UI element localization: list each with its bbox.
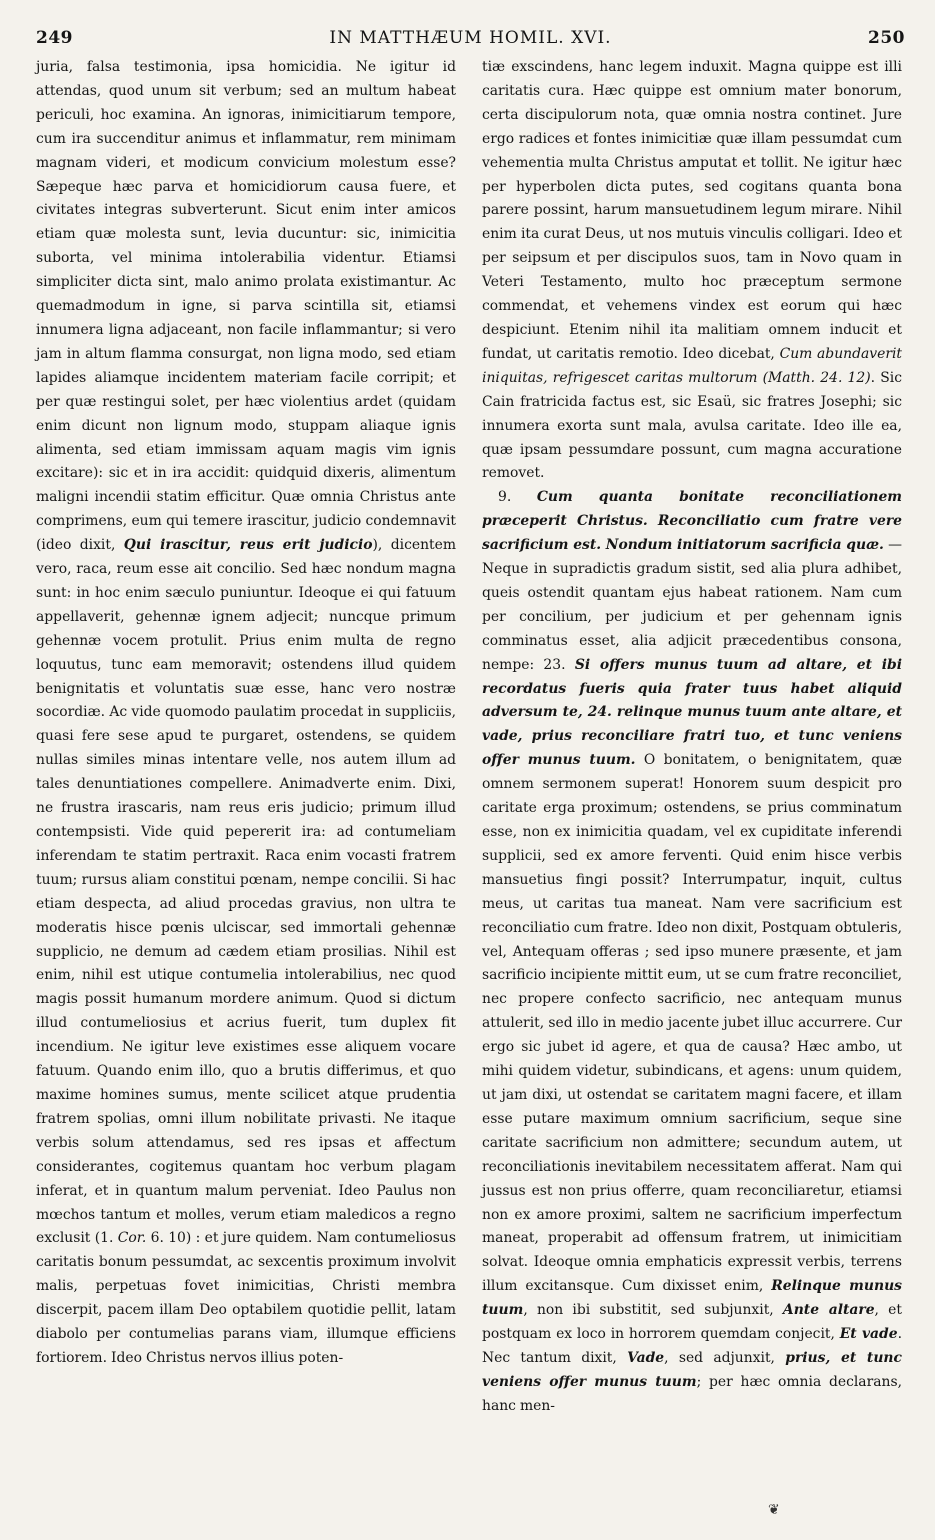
text-run: , et postquam ex loco in horrorem quemdam conjecit,	[482, 1302, 902, 1343]
text-run: — Neque in supradictis gradum sistit, sed alia plura adhibet, queis ostendit quantam ejus habeat rationem. Nam cum per concilium, per judicium et per gehennam ignis comminatus esset, alia adjicit præcedentibus consona, nempe: 23.	[482, 537, 902, 673]
right-page-number: 250	[868, 28, 905, 48]
text-run: 6. 10) : et jure quidem. Nam contumeliosus caritatis bonum pessumdat, ac sexcentis proximum involvit malis, perpetuas fovet inimicitias, Christi membra discerpit, pacem illam Deo optabilem quotidie pellit, latam diabolo per contumelias parans viam, illumque efficiens fortiorem. Ideo Christus nervos illius poten-	[36, 1230, 456, 1366]
scripture-quote: Ante altare	[782, 1302, 875, 1319]
left-paragraph	[36, 56, 456, 1371]
text-run: ), dicentem vero, raca, reum esse ait concilio. Sed hæc nondum magna sunt: in hoc enim sæculo puniuntur. Ideoque ei qui fatuum appellaverit, gehennæ ignem adjecit; nuncque primum gehennæ vocem protulit. Prius enim multa de regno loquutus, tunc eam memoravit; ostendens illud quidem benignitatis et voluntatis suæ esse, hanc vero nostræ socordiæ. Ac vide quomodo paulatim procedat in suppliciis, quasi fere sese apud te purgaret, ostendens, se quidem nullas similes minas intentare velle, nos autem illum ad tales denuntiationes compellere. Animadverte enim. Dixi, ne frustra irascaris, nam reus eris judicio; primum illud contempsisti. Vide quid pepererit ira: ad contumeliam inferendam te statim pertraxit. Raca enim vocasti fratrem tuum; rursus aliam constitui pœnam, nempe concilii. Si hac etiam despecta, ad aliud procedas gravius, non ultra te moderatis hisce pœnis ulciscar, sed immortali gehennæ supplicio, ne demum ad cædem etiam prosilias. Nihil est enim, nihil est utique contumelia intolerabilius, nec quod magis possit humanum mordere animum. Quod si dictum illud contumeliosius et acrius fuerit, tum duplex fit incendium. Ne igitur leve existimes esse aliquem vocare fatuum. Quando enim illo, quo a brutis differimus, et quo maxime homines sumus, mente scilicet atque prudentia fratrem spolias, omni illum nobilitate privasti. Ne itaque verbis solum attendamus, sed res ipsas et affectum considerantes, cogitemus quantam hoc verbum plagam inferat, et in quantum malum perveniat. Ideo Paulus non mœchos tantum et molles, verum etiam maledicos a regno exclusit (1.	[36, 537, 456, 1247]
scripture-quote: Si offers munus tuum ad altare, et ibi recordatus fueris quia frater tuus habet aliquid adversum te, 24. relinque munus tuum ante altare, et vade, prius reconciliare fratri tuo, et tunc veniens offer munus tuum.	[482, 656, 902, 769]
text-run: juria, falsa testimonia, ipsa homicidia. Ne igitur id attendas, quod unum sit verbum; sed an multum habeat periculi, hoc examina. An ignoras, inimicitiarum tempore, cum ira succenditur animus et inflammatur, rem minimam magnam videri, et modicum convicium molestum esse? Sæpeque hæc parva et homicidiorum causa fuere, et civitates integras subverterunt. Sicut enim inter amicos etiam quæ molesta sunt, levia ducuntur: sic, inimicitia suborta, vel minima intolerabilia videntur. Etiamsi simpliciter dicta sint, malo animo prolata existimantur. Ac quemadmodum in igne, si parva scintilla sit, etiamsi innumera ligna adjaceant, non facile inflammantur; si vero jam in altum flamma consurgat, non ligna modo, sed etiam lapides aliamque incidentem materiam facile corripit; et per quæ restingui solet, per hæc violentius ardet (quidam enim dicunt non lignum modo, stuppam aliaque ignis alimenta, sed etiam immissam aquam magis vim ignis excitare): sic et in ira accidit: quidquid dixeris, alimentum maligni incendii statim efficitur. Quæ omnia Christus ante comprimens, eum qui temere irascitur, judicio condemnavit (ideo dixit,	[36, 59, 456, 554]
scripture-reference: Cor.	[117, 1230, 147, 1247]
text-run: . Nec tantum dixit,	[482, 1326, 902, 1366]
running-title: IN MATTHÆUM HOMIL. XVI.	[329, 28, 612, 48]
right-column	[482, 56, 902, 1419]
section-heading: Cum quanta bonitate reconciliationem præceperit Christus. Reconciliatio cum fratre vere sacrificium est. Nondum initiatorum sacrificia quæ.	[482, 489, 902, 554]
left-column	[36, 56, 456, 1419]
section-9-paragraph	[482, 486, 902, 1418]
scripture-quote: Vade	[627, 1349, 665, 1366]
text-run: , non ibi substitit, sed subjunxit,	[523, 1302, 783, 1319]
scripture-quote: Relinque munus tuum	[482, 1278, 902, 1319]
text-run: O bonitatem, o benignitatem, quæ omnem sermonem superat! Honorem suum despicit pro caritate erga proximum; ostendens, se prius comminatum esse, non ex inimicitia quadam, vel ex cupiditate inferendi supplicii, sed ex amore ferventi. Quid enim hisce verbis mansuetius fingi possit? Interrumpatur, inquit, cultus meus, ut caritas tua maneat. Nam vere sacrificium est reconciliatio cum fratre. Ideo non dixit, Postquam obtuleris, vel, Antequam offeras ; sed ipso munere præsente, et jam sacrificio incipiente mittit eum, ut se cum fratre reconciliet, nec propere confecto sacrificio, nec antequam munus attulerit, sed illo in medio jacente jubet illuc accurrere. Cur ergo sic jubet id agere, et qua de causa? Hæc ambo, ut mihi quidem videtur, subindicans, et agens: unum quidem, ut jam dixi, ut ostendat se caritatem magni facere, et illam esse putare maximum omnium sacrificium, seque sine caritate sacrificium non admittere; secundum autem, ut reconciliationis inevitabilem necessitatem afferat. Nam qui jussus est non prius offerre, quam reconciliaretur, etiamsi non ex amore proximi, saltem ne sacrificium imperfectum maneat, properabit ad offensum fratrem, ut inimicitiam solvat. Ideoque omnia emphaticis expressit verbis, terrens illum excitansque. Cum dixisset enim,	[482, 752, 903, 1295]
left-page-number: 249	[36, 28, 73, 48]
text-columns	[36, 56, 905, 1419]
scripture-quote: Cum abundaverit iniquitas, refrigescet caritas multorum	[482, 345, 902, 386]
right-paragraph	[482, 56, 902, 486]
scripture-reference: (Matth. 24. 12)	[757, 369, 871, 386]
scripture-quote: Qui irascitur, reus erit judicio	[123, 537, 373, 554]
running-header	[36, 28, 905, 54]
text-run: , sed adjunxit,	[664, 1349, 786, 1366]
text-run: . Sic Cain fratricida factus est, sic Esaü, sic fratres Josephi; sic innumera exorta sunt mala, avulsa caritate. Ideo ille ea, quæ ipsam pessumdare possunt, cum magna accuratione removet.	[482, 369, 903, 482]
scripture-quote: Et vade	[839, 1326, 898, 1343]
scripture-quote: prius, et tunc veniens offer munus tuum	[482, 1349, 902, 1390]
text-run: ; per hæc omnia declarans, hanc men-	[482, 1373, 902, 1414]
text-run: tiæ exscindens, hanc legem induxit. Magna quippe est illi caritatis cura. Hæc quippe est omnium mater bonorum, certa discipulorum nota, quæ omnia nostra continet. Jure ergo radices et fontes inimicitiæ quæ illam pessumdat cum vehementia multa Christus amputat et tollit. Ne igitur hæc per hyperbolen dicta putes, sed cogitans quanta bona parere possint, harum mansuetudinem legum mirare. Nihil enim ita curat Deus, ut nos mutuis vinculis colligari. Ideo et per seipsum et per discipulos suos, tam in Novo quam in Veteri Testamento, multo hoc præceptum sermone commendat, et vehemens vindex est eorum qui hæc despiciunt. Etenim nihil ita malitiam omnem inducit et fundat, ut caritatis remotio. Ideo dicebat,	[482, 59, 902, 362]
ornament-icon: ❦	[768, 1502, 780, 1518]
section-number: 9.	[498, 489, 537, 506]
